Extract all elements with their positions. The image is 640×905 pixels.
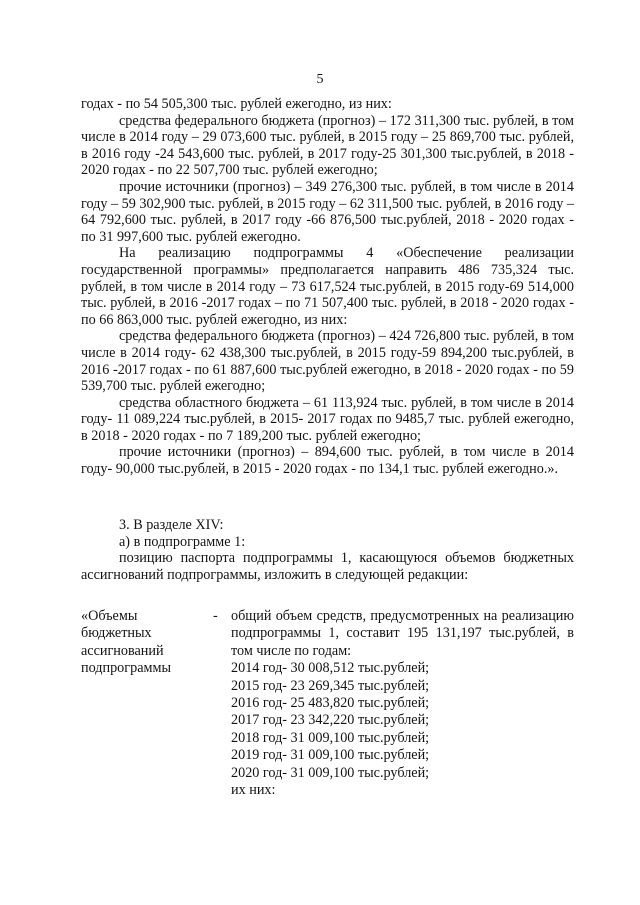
passport-year-line: 2014 год- 30 008,512 тыс.рублей; xyxy=(231,660,430,677)
passport-year-line: 2018 год- 31 009,100 тыс.рублей; xyxy=(231,729,430,746)
passport-label-line: подпрограммы xyxy=(81,660,171,677)
paragraph-continuation: годах - по 54 505,300 тыс. рублей ежегодно, из них: xyxy=(81,96,392,112)
passport-year-line: 2015 год- 23 269,345 тыс.рублей; xyxy=(231,677,430,694)
passport-summary: общий объем средств, предусмотренных на реализацию подпрограммы 1, составит 195 131,197 тыс.рублей, в том числе по годам: xyxy=(231,608,574,659)
document-body xyxy=(81,96,574,478)
paragraph-federal-budget-sub3: средства федерального бюджета (прогноз) – 172 311,300 тыс. рублей, в том числе в 2014 году – 29 073,600 тыс. рублей, в 2015 году – 25 869,700 тыс. рублей, в 2016 году -24 543,600 тыс. рублей, в 2017 году-25 301,300 тыс.рублей, в 2018 - 2020 годах - по 22 507,700 тыс. рублей ежегодно; xyxy=(81,112,574,179)
passport-year-line: 2016 год- 25 483,820 тыс.рублей; xyxy=(231,695,430,712)
passport-year-line: 2019 год- 31 009,100 тыс.рублей; xyxy=(231,747,430,764)
passport-value xyxy=(231,608,574,799)
passport-label-line: ассигнований xyxy=(81,642,164,659)
paragraph-federal-budget-sub4: средства федерального бюджета (прогноз) – 424 726,800 тыс. рублей, в том числе в 2014 году- 62 438,300 тыс.рублей, в 2015 году-59 894,200 тыс.рублей, в 2016 -2017 годах - по 61 887,600 тыс.рублей ежегодно, в 2018 - 2020 годах - по 59 539,700 тыс. рублей ежегодно; xyxy=(81,328,574,395)
section-subitem: а) в подпрограмме 1: xyxy=(119,533,246,550)
paragraph-subprogram-4: На реализацию подпрограммы 4 «Обеспечение реализации государственной программы» предполагается направить 486 735,324 тыс. рублей, в том числе в 2014 году – 73 617,524 тыс.рублей, в 2015 году-69 514,000 тыс. рублей, в 2016 -2017 годах – по 71 507,400 тыс. рублей, в 2018 - 2020 годах - по 66 863,000 тыс. рублей ежегодно, из них: xyxy=(81,245,574,328)
passport-label-line: «Объемы xyxy=(81,608,138,624)
passport-year-line: 2020 год- 31 009,100 тыс.рублей; xyxy=(231,764,430,781)
passport-dash: - xyxy=(213,608,218,624)
section-xiv xyxy=(81,517,574,583)
section-heading: 3. В разделе XIV: xyxy=(119,517,224,533)
passport-label xyxy=(81,608,206,678)
paragraph-other-sources-sub4: прочие источники (прогноз) – 894,600 тыс. рублей, в том числе в 2014 году- 90,000 тыс.рублей, в 2015 - 2020 годах - по 134,1 тыс. рублей ежегодно.». xyxy=(81,444,574,478)
passport-label-line: бюджетных xyxy=(81,625,152,642)
passport-year-line: 2017 год- 23 342,220 тыс.рублей; xyxy=(231,712,430,729)
page-number: 5 xyxy=(316,72,324,87)
section-instruction: позицию паспорта подпрограммы 1, касающуюся объемов бюджетных ассигнований подпрограммы, изложить в следующей редакции: xyxy=(81,550,574,583)
passport-tail: их них: xyxy=(231,782,276,799)
paragraph-other-sources-sub3: прочие источники (прогноз) – 349 276,300 тыс. рублей, в том числе в 2014 году – 59 302,900 тыс. рублей, в 2015 году – 62 311,500 тыс. рублей, в 2016 году – 64 792,600 тыс. рублей, в 2017 году -66 876,500 тыс.рублей, 2018 - 2020 годах - по 31 997,600 тыс. рублей ежегодно. xyxy=(81,178,574,245)
paragraph-regional-budget-sub4: средства областного бюджета – 61 113,924 тыс. рублей, в том числе в 2014 году- 11 089,224 тыс.рублей, в 2015- 2017 годах по 9485,7 тыс. рублей ежегодно, в 2018 - 2020 годах - по 7 189,200 тыс. рублей ежегодно; xyxy=(81,394,574,444)
